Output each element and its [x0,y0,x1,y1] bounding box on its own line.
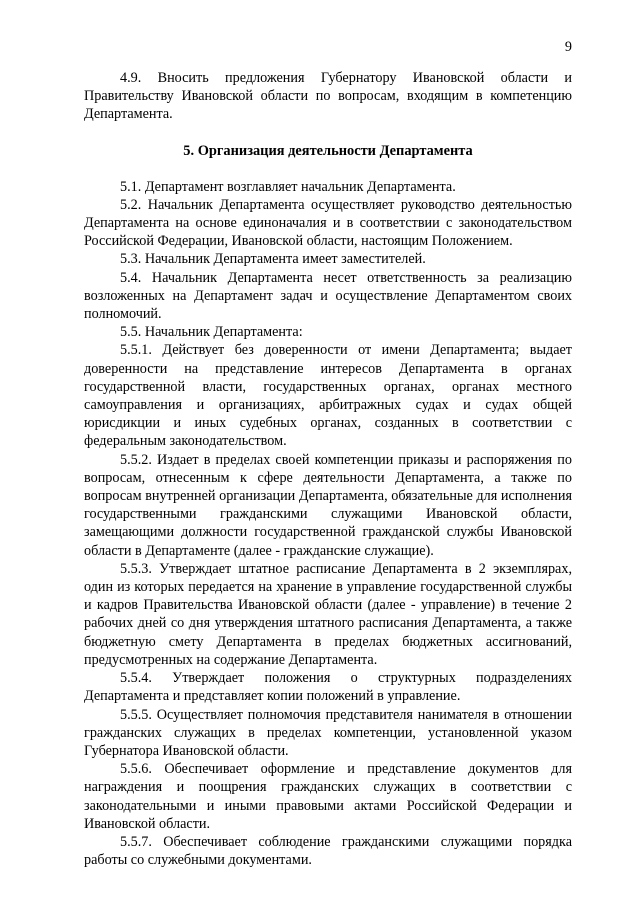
paragraph-5-5: 5.5. Начальник Департамента: [120,324,303,341]
paragraph-5-5-7: 5.5.7. Обеспечивает соблюдение гражданскими служащими порядка работы со служебными документами. [84,833,572,869]
section-heading: 5. Организация деятельности Департамента [183,142,473,159]
document-body [84,69,572,869]
paragraph-5-3: 5.3. Начальник Департамента имеет заместителей. [120,251,426,268]
paragraph-5-5-4: 5.5.4. Утверждает положения о структурных подразделениях Департамента и представляет копии положений в управление. [84,670,572,705]
paragraph-5-2: 5.2. Начальник Департамента осуществляет руководство деятельностью Департамента на основе единоначалия и в соответствии с законодательством Российской Федерации, Ивановской области, настоящим Положением. [84,196,572,250]
paragraph-5-5-2: 5.5.2. Издает в пределах своей компетенции приказы и распоряжения по вопросам, отнесенным к сфере деятельности Департамента, а также по вопросам внутренней организации Департамента, обязательные для исполнения государственными гражданскими служащими Ивановской области, замещающими должности государственной гражданской службы Ивановской области в Департаменте (далее - гражданские служащие). [84,451,572,559]
page-number: 9 [564,39,572,55]
paragraph-5-5-1: 5.5.1. Действует без доверенности от имени Департамента; выдает доверенности на представление интересов Департамента в органах государственной власти, государственных органах, органах местного самоуправления и организациях, арбитражных судах и судах общей юрисдикции и иных судебных органах, созданных в соответствии с федеральным законодательством. [84,342,572,450]
paragraph-5-5-6: 5.5.6. Обеспечивает оформление и представление документов для награждения и поощрения гражданских служащих в соответствии с законодательными и иными правовыми актами Российской Федерации и Ивановской области. [84,761,572,832]
paragraph-5-5-3: 5.5.3. Утверждает штатное расписание Департамента в 2 экземплярах, один из которых передается на хранение в управление государственной службы и кадров Правительства Ивановской области (далее - управление) в течение 2 рабочих дней со дня утверждения штатного расписания Департамента, а также бюджетную смету Департамента в пределах бюджетных ассигнований, предусмотренных на содержание Департамента. [84,560,572,668]
paragraph-5-1: 5.1. Департамент возглавляет начальник Департамента. [120,178,456,195]
paragraph-4-9: 4.9. Вносить предложения Губернатору Ивановской области и Правительству Ивановской области по вопросам, входящим в компетенцию Департамента. [84,70,572,123]
paragraph-5-4: 5.4. Начальник Департамента несет ответственность за реализацию возложенных на Департамент задач и осуществление Департаментом своих полномочий. [84,269,572,323]
paragraph-5-5-5: 5.5.5. Осуществляет полномочия представителя нанимателя в отношении гражданских служащих в пределах компетенции, установленной указом Губернатора Ивановской области. [84,706,572,759]
